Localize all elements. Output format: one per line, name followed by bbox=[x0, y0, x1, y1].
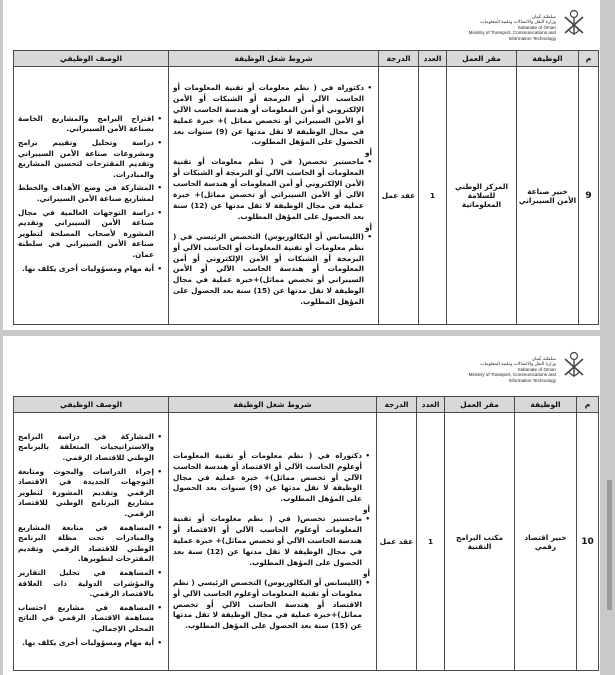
or-separator: أو bbox=[362, 505, 370, 515]
column-header-number: م bbox=[577, 397, 599, 413]
requirement-item: • ماجستير تخصص( في ( نظم معلومات أو تقنية المعلومات أوعلوم الحاسب الآلي أو الاقتصاد أو هندسة الحاسب الآلي أو تخصص مماثل)+ خبرة عملية في مجال الوظيفة لا تقل مدتها عن (12) سنة بعد الحصول على المؤهل المطلوب. bbox=[173, 514, 370, 569]
jobs-table bbox=[13, 50, 599, 325]
table-header-row bbox=[14, 397, 599, 413]
column-header-location: مقر العمل bbox=[447, 51, 517, 67]
jobs-table bbox=[13, 396, 599, 671]
column-header-requirements: شروط شغل الوظيفة bbox=[169, 51, 379, 67]
description-item: • اقتراح البرامج والمشاريع الخاصة بصناعة الأمن السيبراني. bbox=[18, 114, 162, 135]
ministry-line: Sultanate of Oman bbox=[517, 24, 556, 30]
ministry-line: Information Technology bbox=[508, 377, 556, 383]
ministry-line: Information Technology bbox=[508, 35, 556, 41]
page-header bbox=[3, 0, 600, 46]
oman-emblem-icon bbox=[560, 8, 588, 38]
job-description bbox=[14, 413, 169, 671]
description-item: • المساهمة في متابعة المشاريع والمبادرات تحت مظلة البرنامج الوطني للاقتصاد الرقمي وتقديم المقترحات لتطويرها. bbox=[18, 523, 162, 565]
column-header-requirements: شروط شغل الوظيفة bbox=[169, 397, 377, 413]
description-item: • دراسة وتحليل وتقييم برامج ومشروعات صناعة الأمن السيبراني وتقديم المقترحات لتحسين المشاريع والمبادرات. bbox=[18, 138, 162, 180]
column-header-count: العدد bbox=[419, 51, 447, 67]
job-location: مكتب البرامج التقنية bbox=[445, 413, 515, 671]
page-header bbox=[3, 336, 600, 382]
job-title: خبير اقتصاد رقمي bbox=[515, 413, 577, 671]
column-header-number: م bbox=[579, 51, 599, 67]
job-count: 1 bbox=[417, 413, 445, 671]
or-separator: أو bbox=[362, 568, 370, 578]
description-item: • أية مهام ومسؤوليات أخرى يكلف بها. bbox=[18, 264, 162, 275]
job-description bbox=[14, 67, 169, 325]
or-separator: أو bbox=[364, 148, 372, 158]
requirement-item: • دكتوراه في ( نظم معلومات أو تقنية المعلومات أوعلوم الحاسب الآلي أو الاقتصاد أو هندسة الحاسب الآلي أو تخصص مماثل)+ خبرة عملية في مجال الوظيفة لا تقل مدتها عن (9) سنوات بعد الحصول على المؤهل المطلوب. bbox=[173, 451, 370, 506]
job-number: 10 bbox=[577, 413, 599, 671]
column-header-job: الوظيفة bbox=[517, 51, 579, 67]
ministry-line: سلطنة عُمان bbox=[531, 356, 556, 361]
job-title: خبير صناعة الأمن السيبراني bbox=[517, 67, 579, 325]
job-location: المركز الوطني للسلامة المعلوماتية bbox=[447, 67, 517, 325]
description-item: • إجراء الدراسات والبحوث ومتابعة التوجهات الجديدة في الاقتصاد الرقمي وتقديم المشورة لتطوير مشاريع البرنامج الوطني للاقتصاد الرقمي. bbox=[18, 467, 162, 520]
column-header-count: العدد bbox=[417, 397, 445, 413]
table-row bbox=[14, 413, 599, 671]
description-item: • المساهمة في تحليل التقارير والمؤشرات الدولية ذات العلاقة بالاقتصاد الرقمي. bbox=[18, 568, 162, 600]
or-separator: أو bbox=[364, 222, 372, 232]
ministry-name-block bbox=[469, 14, 556, 41]
document-page-1 bbox=[3, 0, 600, 330]
job-grade: عقد عمل bbox=[379, 67, 419, 325]
oman-emblem-icon bbox=[560, 350, 588, 380]
ministry-line: Ministry of Transport, Communications and bbox=[468, 372, 556, 378]
ministry-line: سلطنة عُمان bbox=[531, 14, 556, 19]
job-number: 9 bbox=[579, 67, 599, 325]
column-header-description: الوصف الوظيفي bbox=[14, 397, 169, 413]
ministry-line: وزارة النقل والاتصالات وتقنية المعلومات bbox=[480, 19, 556, 25]
description-item: • المشاركة في وضع الأهداف والخطط لمشاريع صناعة الأمن السيبراني. bbox=[18, 183, 162, 204]
job-requirements bbox=[169, 67, 379, 325]
description-item: • دراسة التوجهات العالمية في مجال صناعة الأمن السيبراني وتقديم المشورة لأصحاب المصلحة لتطوير صناعة الأمن السيبراني في سلطنة عمان. bbox=[18, 208, 162, 261]
job-requirements bbox=[169, 413, 377, 671]
column-header-job: الوظيفة bbox=[515, 397, 577, 413]
ministry-line: Ministry of Transport, Communications and bbox=[468, 30, 556, 36]
requirement-item: • (الليسانس أو البكالوريوس) التخصص الرئيسي ( نظم معلومات أو تقنية المعلومات أوعلوم الحاسب الآلي أو الاقتصاد أو هندسة الحاسب الآلي أو تخصص مماثل)+خبرة عملية في مجال الوظيفة لا تقل مدتها عن (15) سنة بعد الحصول على المؤهل المطلوب. bbox=[173, 578, 370, 633]
column-header-location: مقر العمل bbox=[445, 397, 515, 413]
table-header-row bbox=[14, 51, 599, 67]
job-count: 1 bbox=[419, 67, 447, 325]
column-header-grade: الدرجة bbox=[379, 51, 419, 67]
requirement-item: • ماجستير تخصص( في ( نظم معلومات أو تقنية المعلومات أو الحاسب الآلي أو البرمجة أو الشبكات أو الأمن الإلكتروني أو أمن المعلومات أو هندسة الحاسب الآلي أو الأمن السيبراني أو تخصص مماثل)+ خبرة عملية في مجال الوظيفة لا تقل مدتها عن (12) سنة بعد الحصول على المؤهل المطلوب. bbox=[173, 157, 372, 222]
description-item: • المشاركة في دراسة البرامج والاستراتيجيات المتعلقة بالبرنامج الوطني للاقتصاد الرقمي. bbox=[18, 432, 162, 464]
ministry-line: Sultanate of Oman bbox=[517, 366, 556, 372]
ministry-line: وزارة النقل والاتصالات وتقنية المعلومات bbox=[480, 361, 556, 367]
ministry-name-block bbox=[469, 356, 556, 383]
column-header-description: الوصف الوظيفي bbox=[14, 51, 169, 67]
description-item: • أية مهام ومسؤوليات أخرى يكلف بها. bbox=[18, 638, 162, 649]
requirement-item: • دكتوراه في ( نظم معلومات أو تقنية المعلومات أو الحاسب الآلي أو البرمجة أو الشبكات أو الأمن الإلكتروني أو أمن المعلومات أو هندسة الحاسب الآلي أو الأمن السيبراني أو تخصص مماثل )+ خبرة عملية في مجال الوظيفة لا تقل مدتها عن (9) سنوات بعد الحصول على المؤهل المطلوب. bbox=[173, 83, 372, 148]
job-grade: عقد عمل bbox=[377, 413, 417, 671]
document-page-2 bbox=[3, 336, 600, 675]
requirement-item: • (الليسانس أو البكالوريوس) التخصص الرئيسي في ( نظم معلومات أو تقنية المعلومات أو الحاسب الآلي أو البرمجة أو الشبكات أو الأمن الإلكتروني أو أمن المعلومات أو هندسة الحاسب الآلي أو الأمن السيبراني أو تخصص مماثل)+خبرة عملية في مجال الوظيفة لا تقل مدتها عن (15) سنة بعد الحصول على المؤهل المطلوب. bbox=[173, 232, 372, 308]
scrollbar-thumb[interactable] bbox=[607, 480, 612, 610]
description-item: • المساهمة في مشاريع احتساب مساهمة الاقتصاد الرقمي في الناتج المحلي الإجمالي. bbox=[18, 603, 162, 635]
table-row bbox=[14, 67, 599, 325]
column-header-grade: الدرجة bbox=[377, 397, 417, 413]
